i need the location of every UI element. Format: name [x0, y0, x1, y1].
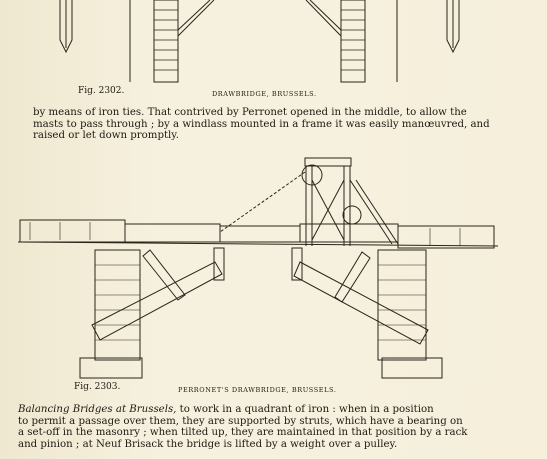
- figure-caption: DRAWBRIDGE, BRUSSELS.: [212, 90, 317, 98]
- paragraph-line: masts to pass through ; by a windlass mounted in a frame it was easily manœuvred, and: [33, 118, 490, 130]
- paragraph-title: Balancing Bridges at Brussels,: [18, 404, 177, 415]
- paragraph-2: [18, 404, 533, 450]
- paragraph-1: [33, 107, 538, 142]
- paragraph-line: a set-off in the masonry ; when tilted up, they are maintained in that position by a rack: [18, 427, 468, 439]
- paragraph-line: [18, 404, 533, 416]
- figure-number: Fig. 2302.: [78, 86, 125, 96]
- paragraph-line: raised or let down promptly.: [33, 130, 179, 142]
- paragraph-line: by means of iron ties. That contrived by Perronet opened in the middle, to allow the: [33, 107, 467, 118]
- figure-number: Fig. 2303.: [74, 382, 121, 392]
- paragraph-line: and pinion ; at Neuf Brisack the bridge is lifted by a weight over a pulley.: [18, 438, 398, 450]
- paragraph-text: to work in a quadrant of iron : when in a position: [176, 404, 434, 415]
- paragraph-line: to permit a passage over them, they are supported by struts, which have a bearing on: [18, 415, 463, 427]
- figure-caption: PERRONET'S DRAWBRIDGE, BRUSSELS.: [178, 386, 337, 394]
